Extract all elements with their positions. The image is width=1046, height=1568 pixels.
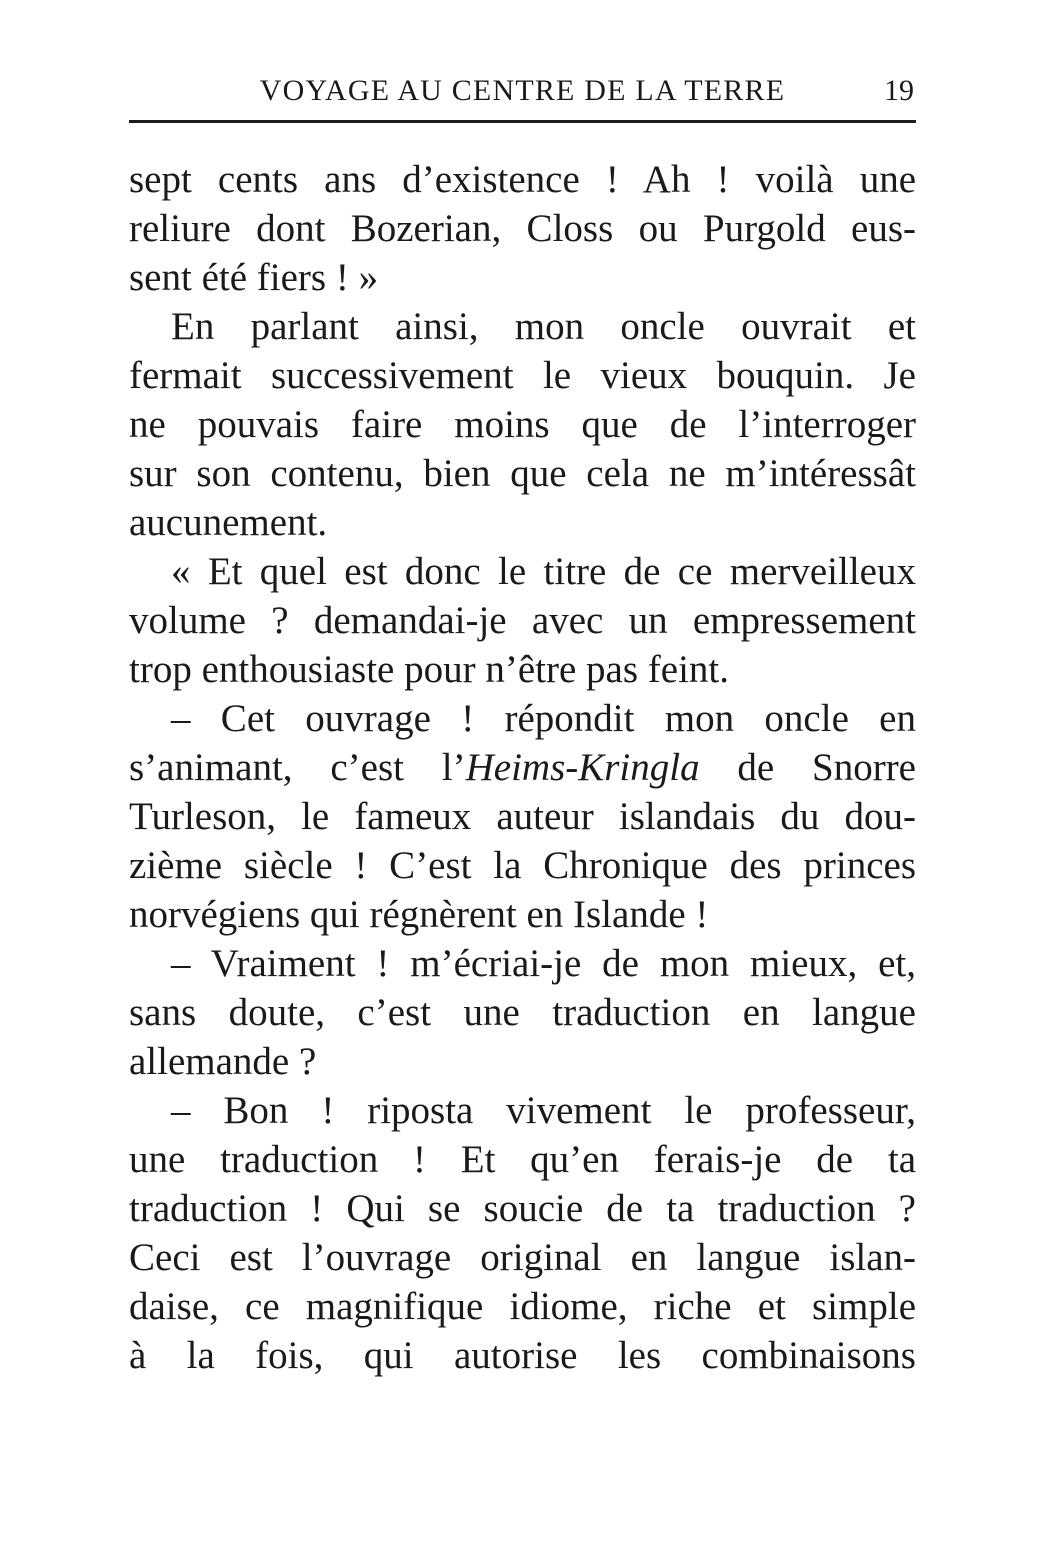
text-segment: – Bon ! riposta vivement le professeur,	[171, 1089, 916, 1132]
text-segment: volume ? demandai-je avec un empressement	[129, 599, 916, 642]
text-line	[129, 694, 916, 743]
text-segment: trop enthousiaste pour n’être pas feint.	[129, 648, 729, 691]
text-line	[129, 645, 916, 694]
text-segment: reliure dont Bozerian, Closs ou Purgold eus-	[129, 207, 916, 250]
text-segment: aucunement.	[129, 501, 328, 544]
text-line	[129, 596, 916, 645]
text-segment: s’animant, c’est l’	[129, 746, 466, 789]
text-line	[129, 400, 916, 449]
text-line	[129, 155, 916, 204]
text-line	[129, 302, 916, 351]
text-segment: allemande ?	[129, 1040, 317, 1083]
text-segment: sur son contenu, bien que cela ne m’intéressât	[129, 452, 916, 495]
body-text	[129, 155, 916, 1380]
text-segment: une traduction ! Et qu’en ferais-je de ta	[129, 1138, 916, 1181]
paragraph	[129, 1086, 916, 1380]
text-segment: – Vraiment ! m’écriai-je de mon mieux, et,	[171, 942, 916, 985]
text-line	[129, 1086, 916, 1135]
text-line	[129, 988, 916, 1037]
text-segment: de Snorre	[699, 746, 916, 789]
text-segment: – Cet ouvrage ! répondit mon oncle en	[171, 697, 916, 740]
text-segment: En parlant ainsi, mon oncle ouvrait et	[171, 305, 916, 348]
text-line	[129, 890, 916, 939]
text-segment: zième siècle ! C’est la Chronique des princes	[129, 844, 916, 887]
text-line	[129, 498, 916, 547]
text-segment: à la fois, qui autorise les combinaisons	[129, 1334, 916, 1377]
text-line	[129, 1233, 916, 1282]
text-line	[129, 1282, 916, 1331]
text-line	[129, 351, 916, 400]
text-segment: Turleson, le fameux auteur islandais du dou-	[129, 795, 916, 838]
text-line	[129, 1331, 916, 1380]
header-rule	[129, 120, 916, 123]
text-segment: daise, ce magnifique idiome, riche et simple	[129, 1285, 916, 1328]
text-segment: ne pouvais faire moins que de l’interroger	[129, 403, 916, 446]
text-segment: Ceci est l’ouvrage original en langue islan-	[129, 1236, 916, 1279]
text-segment: sent été fiers ! »	[129, 256, 379, 299]
text-segment: sept cents ans d’existence ! Ah ! voilà une	[129, 158, 916, 201]
text-line	[129, 204, 916, 253]
text-line	[129, 841, 916, 890]
text-line	[129, 253, 916, 302]
italic-text: Heims-Kringla	[465, 746, 700, 789]
paragraph	[129, 302, 916, 547]
running-title: VOYAGE AU CENTRE DE LA TERRE	[259, 74, 786, 107]
text-line	[129, 743, 916, 792]
paragraph	[129, 939, 916, 1086]
text-line	[129, 449, 916, 498]
text-line	[129, 939, 916, 988]
text-segment: traduction ! Qui se soucie de ta traduction ?	[129, 1187, 916, 1230]
text-line	[129, 792, 916, 841]
paragraph	[129, 694, 916, 939]
text-line	[129, 1037, 916, 1086]
text-segment: fermait successivement le vieux bouquin. Je	[129, 354, 916, 397]
paragraph	[129, 547, 916, 694]
page-number: 19	[884, 74, 914, 107]
paragraph	[129, 155, 916, 302]
text-segment: norvégiens qui régnèrent en Islande !	[129, 893, 709, 936]
text-line	[129, 547, 916, 596]
text-segment: « Et quel est donc le titre de ce merveilleux	[171, 550, 916, 593]
page-header	[129, 72, 916, 114]
text-segment: sans doute, c’est une traduction en langue	[129, 991, 916, 1034]
text-line	[129, 1135, 916, 1184]
text-line	[129, 1184, 916, 1233]
